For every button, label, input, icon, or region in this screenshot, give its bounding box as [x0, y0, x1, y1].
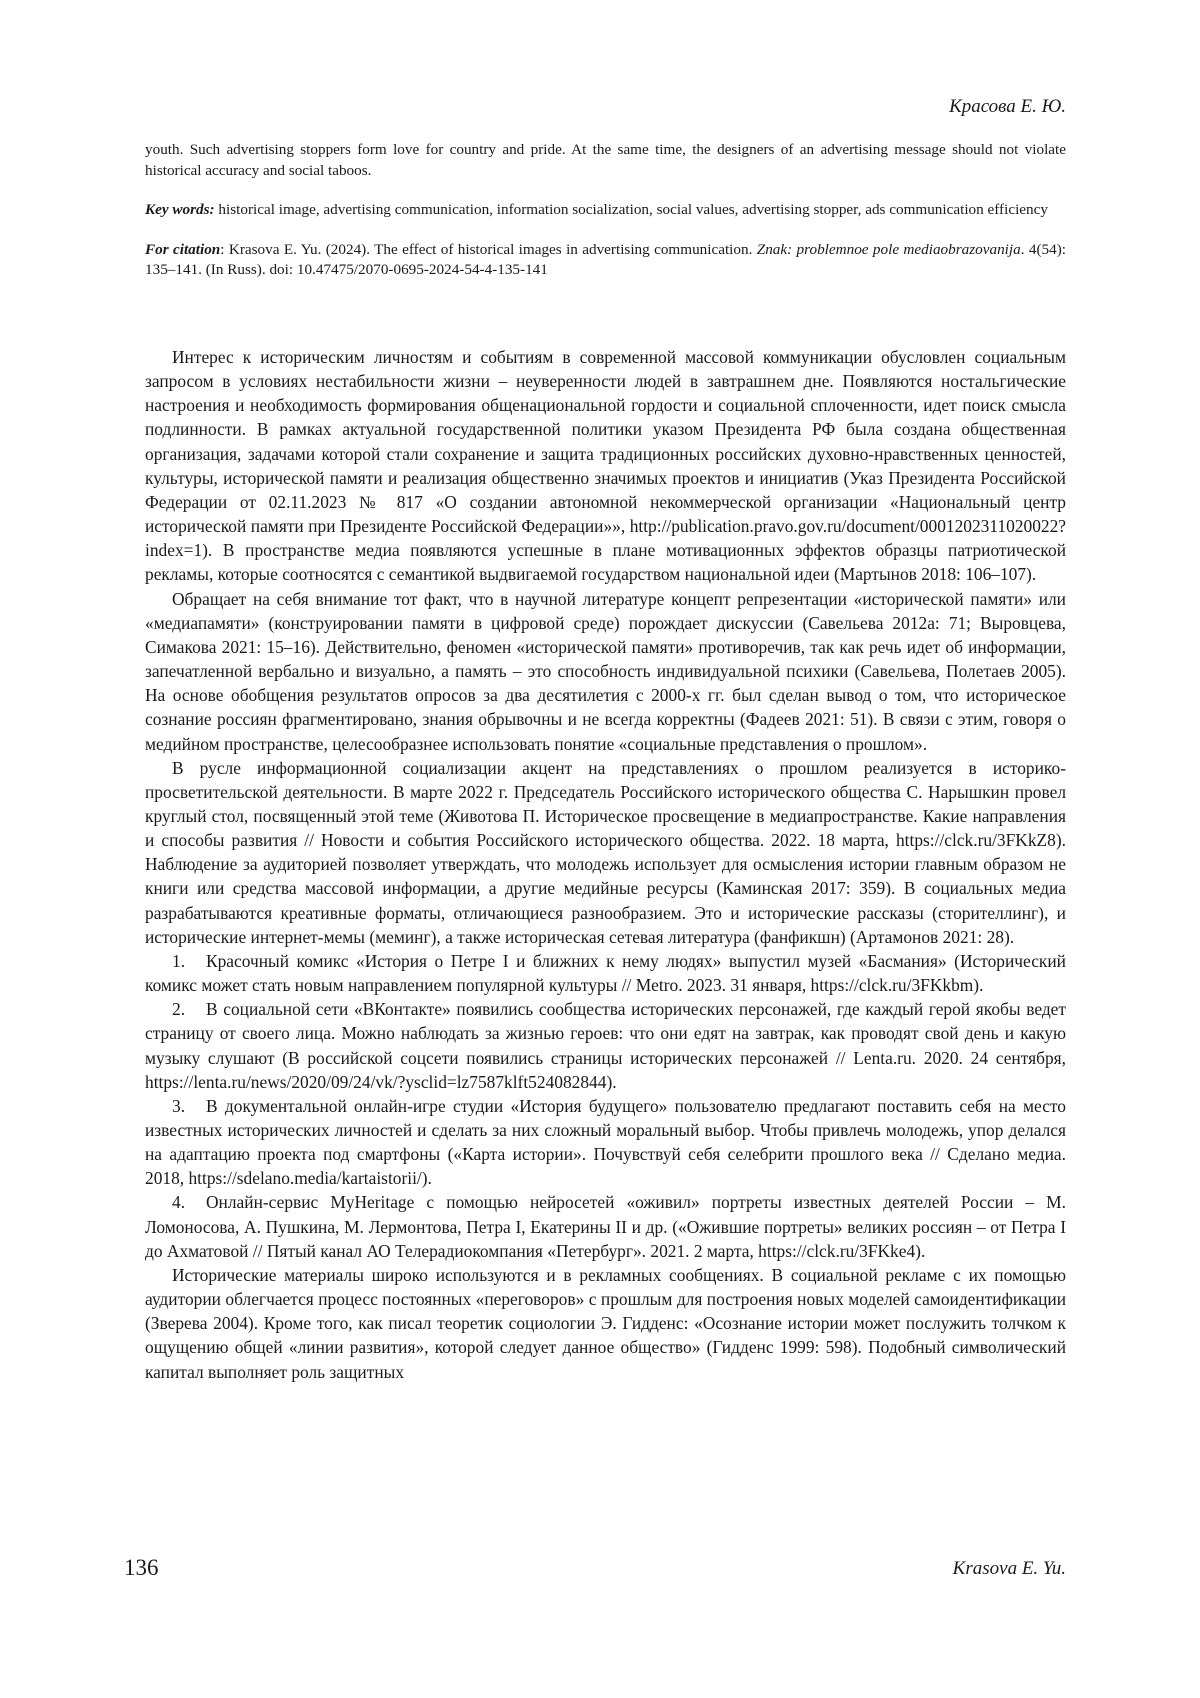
page-number: 136 [124, 1555, 159, 1580]
list-item [145, 997, 1066, 1094]
paragraph: Обращает на себя внимание тот факт, что в научной литературе концепт репрезентации «исторической памяти» или «медиапамяти» (конструировании памяти в цифровой среде) порождает дискуссии (Савельева 2012а: 71; Выровцева, Симакова 2021: 15–16). Действительно, феномен «исторической памяти» противоречив, так как речь идет об информации, запечатленной вербально и визуально, а память – это способность индивидуальной психики (Савельева, Полетаев 2005). На основе обобщения результатов опросов за два десятилетия с 2000-х гг. был сделан вывод о том, что историческое сознание россиян фрагментировано, знания обрывочны и не всегда корректны (Фадеев 2021: 51). В связи с этим, говоря о медийном пространстве, целесообразнее использовать понятие «социальные представления о прошлом». [145, 588, 1066, 754]
list-item [145, 1190, 1066, 1262]
paragraph: В русле информационной социализации акцент на представлениях о прошлом реализуется в историко-просветительской деятельности. В марте 2022 г. Председатель Российского исторического общества С. Нарышкин провел круглый стол, посвященный этой теме (Животова П. Историческое просвещение в медиапространстве. Какие направления и способы развития // Новости и события Российского исторического общества. 2022. 18 марта, https://clck.ru/3FKkZ8). Наблюдение за аудиторией позволяет утверждать, что молодежь использует для осмысления истории главным образом не книги или средства массовой информации, а другие медийные ресурсы (Каминская 2017: 359). В социальных медиа разрабатываются креативные форматы, отличающиеся разнообразием. Это и исторические рассказы (сторителлинг), и исторические интернет-мемы (меминг), а также историческая сетевая литература (фанфикшн) (Артамонов 2021: 28). [145, 757, 1066, 947]
list-item-number: 4. [172, 1192, 186, 1213]
list-item-text: Онлайн-сервис MyHeritage с помощью нейросетей «оживил» портреты известных деятелей России – М. Ломоносова, А. Пушкина, М. Лермонтова, Петра I, Екатерины II и др. («Ожившие портреты» великих россиян – от Петра I до Ахматовой // Пятый канал АО Телерадиокомпания «Петербург». 2021. 2 марта, https://clck.ru/3FKke4). [145, 1192, 1066, 1261]
citation [145, 240, 1066, 281]
citation-text: : Krasova E. Yu. (2024). The effect of historical images in advertising communication. [220, 240, 757, 258]
keywords [145, 200, 1066, 221]
list-item [145, 949, 1066, 997]
abstract-tail: youth. Such advertising stoppers form love for country and pride. At the same time, the designers of an advertising message should not violate historical accuracy and social taboos. [145, 141, 1066, 179]
list-item-text: В социальной сети «ВКонтакте» появились сообщества исторических персонажей, где каждый герой якобы ведет страницу от своего лица. Можно наблюдать за жизнью героев: что они едят на завтрак, как проводят свой день и какую музыку слушают (В российской соцсети появились страницы исторических персонажей // Lenta.ru. 2020. 24 сентября, https://lenta.ru/news/2020/09/24/vk/?ysclid=lz7587klft524082844). [145, 999, 1066, 1092]
list-item-number: 3. [172, 1095, 186, 1116]
list-item [145, 1094, 1066, 1191]
list-item-number: 2. [172, 999, 186, 1020]
running-footer-author: Krasova E. Yu. [952, 1558, 1066, 1579]
list-item-text: Красочный комикс «История о Петре I и ближних к нему людях» выпустил музей «Басмания» (Исторический комикс может стать новым направлением популярной культуры // Metro. 2023. 31 января, https://clck.ru/3FKkbm). [145, 950, 1066, 996]
citation-journal: Znak: problemnoe pole mediaobrazovanija [756, 240, 1021, 258]
citation-tail: . 4(54): 135–141. (In Russ). doi: 10.47475/2070-0695-2024-54-4-135-141 [145, 240, 1066, 278]
list-item-number: 1. [172, 950, 186, 971]
running-header-author: Красова Е. Ю. [949, 96, 1066, 117]
article-body [145, 345, 1066, 1384]
paragraph: Интерес к историческим личностям и событиям в современной массовой коммуникации обусловлен социальным запросом в условиях нестабильности жизни – неуверенности людей в завтрашнем дне. Появляются ностальгические настроения и необходимость формирования общенациональной гордости и социальной сплоченности, идет поиск смысла подлинности. В рамках актуальной государственной политики указом Президента РФ была создана общественная организация, задачами которой стали сохранение и защита традиционных российских духовно-нравственных ценностей, культуры, исторической памяти и реализация общественно значимых проектов и инициатив (Указ Президента Российской Федерации от 02.11.2023 № 817 «О создании автономной некоммерческой организации «Национальный центр исторической памяти при Президенте Российской Федерации»», http://publication.pravo.gov.ru/document/0001202311020022?index=1). В пространстве медиа появляются успешные в плане мотивационных эффектов образцы патриотической рекламы, которые соотносятся с семантикой выдвигаемой государством национальной идеи (Мартынов 2018: 106–107). [145, 347, 1066, 585]
list-item-text: В документальной онлайн-игре студии «История будущего» пользователю предлагают поставить себя на место известных исторических личностей и сделать за них сложный моральный выбор. Чтобы привлечь молодежь, упор делался на адаптацию проекта под смартфоны («Карта истории». Почувствуй себя селебрити прошлого века // Сделано медиа. 2018, https://sdelano.media/kartaistorii/). [145, 1095, 1066, 1189]
abstract-section [145, 140, 1066, 281]
citation-label: For citation [145, 240, 221, 258]
paragraph: Исторические материалы широко используются и в рекламных сообщениях. В социальной рекламе с их помощью аудитории облегчается процесс постоянных «переговоров» с прошлым для построения новых моделей самоидентификации (Зверева 2004). Кроме того, как писал теоретик социологии Э. Гидденс: «Осознание истории может послужить толчком к ощущению общей «линии развития», которой следует данное общество» (Гидденс 1999: 598). Подобный символический капитал выполняет роль защитных [145, 1264, 1066, 1382]
keywords-text: historical image, advertising communication, information socialization, social values, advertising stopper, ads communication efficiency [218, 201, 1048, 218]
keywords-label: Key words: [145, 201, 215, 218]
